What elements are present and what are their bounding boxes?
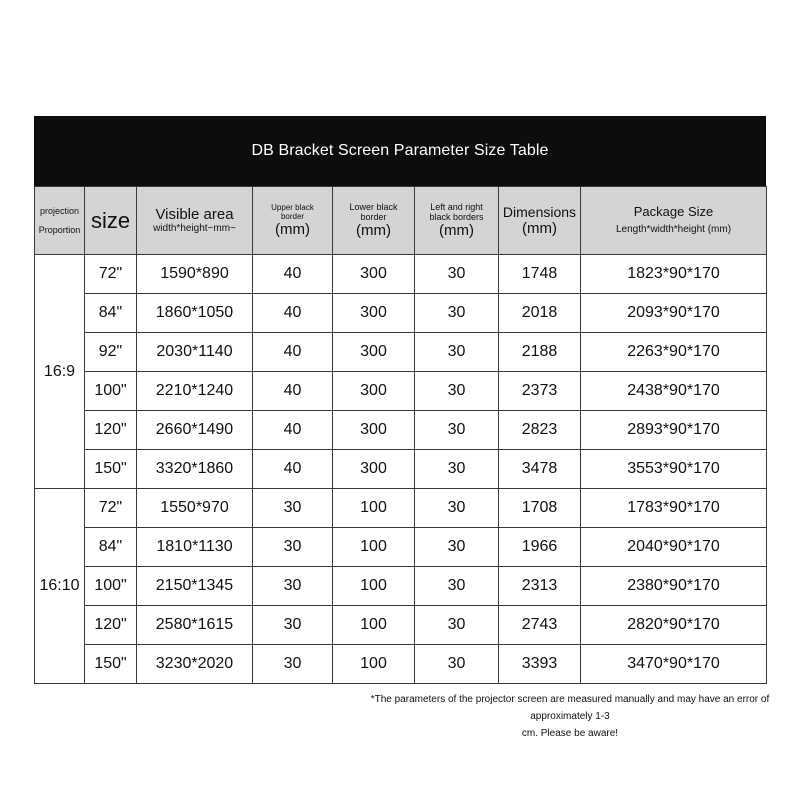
header-package-size: Package Size Length*width*height (mm) <box>581 187 767 255</box>
size-cell: 100" <box>85 567 137 606</box>
table-row <box>35 333 767 372</box>
table-row <box>35 450 767 489</box>
disclaimer-line-2: cm. Please be aware! <box>521 728 619 739</box>
table-title-bar <box>34 116 766 186</box>
upper-border-cell: 40 <box>253 333 333 372</box>
package-size-cell: 3553*90*170 <box>581 450 767 489</box>
package-size-cell: 3470*90*170 <box>581 645 767 684</box>
lower-border-cell: 300 <box>333 372 415 411</box>
lower-border-cell: 100 <box>333 645 415 684</box>
side-borders-cell: 30 <box>415 645 499 684</box>
size-cell: 92" <box>85 333 137 372</box>
lower-border-cell: 100 <box>333 567 415 606</box>
side-borders-cell: 30 <box>415 606 499 645</box>
side-borders-cell: 30 <box>415 255 499 294</box>
size-cell: 150" <box>85 450 137 489</box>
table-title: DB Bracket Screen Parameter Size Table <box>251 142 549 159</box>
size-cell: 120" <box>85 411 137 450</box>
package-size-cell: 2093*90*170 <box>581 294 767 333</box>
header-side-borders: Left and right black borders (mm) <box>415 187 499 255</box>
size-cell: 72" <box>85 489 137 528</box>
dimensions-cell: 3478 <box>499 450 581 489</box>
package-size-cell: 2438*90*170 <box>581 372 767 411</box>
package-size-cell: 1783*90*170 <box>581 489 767 528</box>
size-cell: 72" <box>85 255 137 294</box>
header-size: size <box>85 187 137 255</box>
upper-border-cell: 30 <box>253 645 333 684</box>
package-size-cell: 2893*90*170 <box>581 411 767 450</box>
upper-border-cell: 40 <box>253 294 333 333</box>
side-borders-cell: 30 <box>415 411 499 450</box>
visible-area-cell: 2580*1615 <box>137 606 253 645</box>
size-cell: 84" <box>85 528 137 567</box>
side-borders-cell: 30 <box>415 567 499 606</box>
dimensions-cell: 2373 <box>499 372 581 411</box>
table-row <box>35 255 767 294</box>
upper-border-cell: 40 <box>253 450 333 489</box>
side-borders-cell: 30 <box>415 489 499 528</box>
table-row <box>35 645 767 684</box>
lower-border-cell: 300 <box>333 333 415 372</box>
proportion-cell: 16:10 <box>35 489 85 684</box>
upper-border-cell: 40 <box>253 372 333 411</box>
size-cell: 150" <box>85 645 137 684</box>
disclaimer-line-1: *The parameters of the projector screen are measured manually and may have an error of approximately 1-3 <box>370 694 770 722</box>
visible-area-cell: 2660*1490 <box>137 411 253 450</box>
header-visible-area: Visible area width*height~mm~ <box>137 187 253 255</box>
dimensions-cell: 1708 <box>499 489 581 528</box>
parameter-size-table <box>34 186 767 684</box>
visible-area-cell: 1860*1050 <box>137 294 253 333</box>
lower-border-cell: 100 <box>333 489 415 528</box>
dimensions-cell: 1966 <box>499 528 581 567</box>
visible-area-cell: 1810*1130 <box>137 528 253 567</box>
package-size-cell: 2820*90*170 <box>581 606 767 645</box>
visible-area-cell: 2210*1240 <box>137 372 253 411</box>
dimensions-cell: 2188 <box>499 333 581 372</box>
upper-border-cell: 40 <box>253 411 333 450</box>
header-proportion: projection Proportion <box>35 187 85 255</box>
lower-border-cell: 100 <box>333 528 415 567</box>
dimensions-cell: 3393 <box>499 645 581 684</box>
side-borders-cell: 30 <box>415 528 499 567</box>
lower-border-cell: 300 <box>333 255 415 294</box>
measurement-disclaimer <box>340 691 800 742</box>
side-borders-cell: 30 <box>415 372 499 411</box>
header-upper-border: Upper black border (mm) <box>253 187 333 255</box>
dimensions-cell: 2313 <box>499 567 581 606</box>
side-borders-cell: 30 <box>415 450 499 489</box>
package-size-cell: 2040*90*170 <box>581 528 767 567</box>
table-row <box>35 606 767 645</box>
lower-border-cell: 100 <box>333 606 415 645</box>
visible-area-cell: 3320*1860 <box>137 450 253 489</box>
package-size-cell: 2263*90*170 <box>581 333 767 372</box>
side-borders-cell: 30 <box>415 333 499 372</box>
package-size-cell: 2380*90*170 <box>581 567 767 606</box>
upper-border-cell: 40 <box>253 255 333 294</box>
header-row <box>35 187 767 255</box>
table-row <box>35 411 767 450</box>
proportion-cell: 16:9 <box>35 255 85 489</box>
header-dimensions: Dimensions (mm) <box>499 187 581 255</box>
table-row <box>35 528 767 567</box>
dimensions-cell: 2743 <box>499 606 581 645</box>
upper-border-cell: 30 <box>253 606 333 645</box>
dimensions-cell: 2018 <box>499 294 581 333</box>
table-row <box>35 567 767 606</box>
side-borders-cell: 30 <box>415 294 499 333</box>
dimensions-cell: 2823 <box>499 411 581 450</box>
upper-border-cell: 30 <box>253 567 333 606</box>
lower-border-cell: 300 <box>333 294 415 333</box>
dimensions-cell: 1748 <box>499 255 581 294</box>
lower-border-cell: 300 <box>333 450 415 489</box>
table-row <box>35 489 767 528</box>
upper-border-cell: 30 <box>253 489 333 528</box>
upper-border-cell: 30 <box>253 528 333 567</box>
visible-area-cell: 2150*1345 <box>137 567 253 606</box>
size-cell: 100" <box>85 372 137 411</box>
visible-area-cell: 3230*2020 <box>137 645 253 684</box>
table-row <box>35 372 767 411</box>
visible-area-cell: 2030*1140 <box>137 333 253 372</box>
package-size-cell: 1823*90*170 <box>581 255 767 294</box>
lower-border-cell: 300 <box>333 411 415 450</box>
visible-area-cell: 1550*970 <box>137 489 253 528</box>
visible-area-cell: 1590*890 <box>137 255 253 294</box>
table-row <box>35 294 767 333</box>
size-cell: 120" <box>85 606 137 645</box>
size-cell: 84" <box>85 294 137 333</box>
header-lower-border: Lower black border (mm) <box>333 187 415 255</box>
